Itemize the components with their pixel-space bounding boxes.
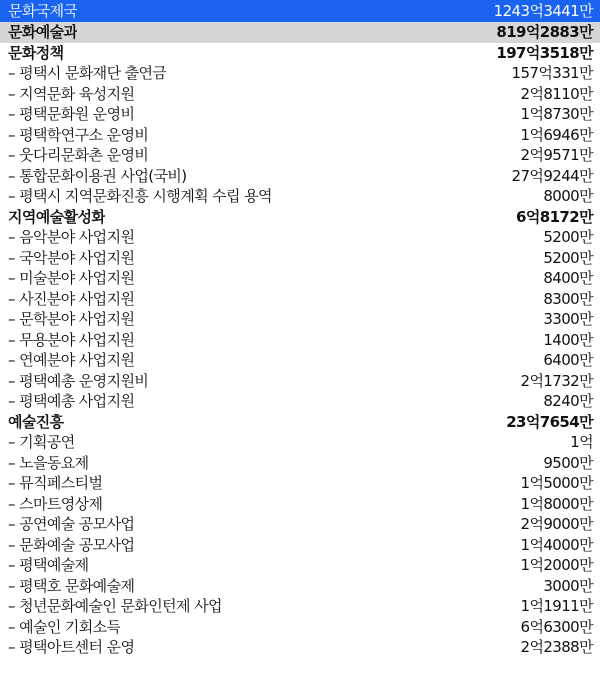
line-item-row bbox=[0, 350, 600, 371]
row-amount: 8240만 bbox=[543, 392, 593, 410]
line-item-row bbox=[0, 84, 600, 105]
line-item-row bbox=[0, 145, 600, 166]
row-amount: 2억1732만 bbox=[520, 371, 593, 390]
row-label: – 평택예총 운영지원비 bbox=[8, 371, 149, 390]
row-label: – 음악분야 사업지원 bbox=[8, 228, 135, 246]
line-item-row bbox=[0, 371, 600, 392]
row-label: – 평택학연구소 운영비 bbox=[8, 125, 149, 144]
row-amount: 1억2000만 bbox=[520, 556, 593, 574]
row-amount: 6400만 bbox=[543, 351, 593, 369]
division-row bbox=[0, 22, 600, 43]
row-amount: 5200만 bbox=[543, 228, 593, 246]
category-row bbox=[0, 43, 600, 64]
row-amount: 1억8730만 bbox=[520, 105, 593, 123]
line-item-row bbox=[0, 432, 600, 453]
row-amount: 9500만 bbox=[543, 453, 593, 472]
row-amount: 1억 bbox=[570, 433, 593, 451]
row-amount: 1억4000만 bbox=[520, 535, 593, 554]
row-amount: 2억9571만 bbox=[520, 146, 593, 164]
line-item-row bbox=[0, 637, 600, 658]
line-item-row bbox=[0, 535, 600, 556]
line-item-row bbox=[0, 576, 600, 597]
row-label: – 평택호 문화예술제 bbox=[8, 576, 135, 595]
line-item-row bbox=[0, 125, 600, 146]
row-label: – 평택예술제 bbox=[8, 556, 89, 574]
row-amount: 8000만 bbox=[543, 187, 593, 205]
row-amount: 2억9000만 bbox=[520, 515, 593, 533]
category-row bbox=[0, 412, 600, 433]
row-amount: 1억8000만 bbox=[520, 494, 593, 513]
line-item-row bbox=[0, 186, 600, 207]
row-label: – 연예분야 사업지원 bbox=[8, 351, 135, 369]
line-item-row bbox=[0, 494, 600, 515]
row-amount: 2억2388만 bbox=[520, 638, 593, 656]
row-label: – 웃다리문화촌 운영비 bbox=[8, 146, 149, 164]
row-label: – 무용분야 사업지원 bbox=[8, 330, 135, 349]
row-label: – 평택아트센터 운영 bbox=[8, 638, 135, 656]
row-amount: 1243억3441만 bbox=[493, 2, 593, 20]
line-item-row bbox=[0, 596, 600, 617]
row-label: – 문화예술 공모사업 bbox=[8, 535, 135, 554]
row-label: – 지역문화 육성지원 bbox=[8, 84, 135, 103]
row-amount: 3000만 bbox=[543, 576, 593, 595]
row-label: 문화국제국 bbox=[8, 2, 78, 20]
row-label: – 평택시 지역문화진흥 시행계획 수립 용역 bbox=[8, 187, 272, 205]
row-amount: 2억8110만 bbox=[520, 84, 593, 103]
line-item-row bbox=[0, 248, 600, 269]
line-item-row bbox=[0, 473, 600, 494]
department-header-row bbox=[0, 0, 600, 22]
row-amount: 27억9244만 bbox=[511, 166, 593, 185]
row-label: 문화예술과 bbox=[8, 23, 78, 41]
row-amount: 6억6300만 bbox=[520, 617, 593, 636]
row-amount: 1억6946만 bbox=[520, 125, 593, 144]
row-amount: 819억2883만 bbox=[496, 23, 593, 41]
line-item-row bbox=[0, 104, 600, 125]
row-amount: 6억8172만 bbox=[516, 207, 593, 226]
row-label: – 공연예술 공모사업 bbox=[8, 515, 135, 533]
row-label: – 예술인 기회소득 bbox=[8, 617, 121, 636]
row-label: – 평택문화원 운영비 bbox=[8, 105, 135, 123]
line-item-row bbox=[0, 555, 600, 576]
row-amount: 5200만 bbox=[543, 248, 593, 267]
row-label: 예술진흥 bbox=[8, 412, 64, 431]
line-item-row bbox=[0, 453, 600, 474]
row-label: – 미술분야 사업지원 bbox=[8, 269, 135, 287]
category-row bbox=[0, 207, 600, 228]
row-amount: 23억7654만 bbox=[506, 412, 593, 431]
row-label: 문화정책 bbox=[8, 43, 64, 62]
row-label: – 기획공연 bbox=[8, 433, 75, 451]
row-label: – 사진분야 사업지원 bbox=[8, 289, 135, 308]
row-label: – 스마트영상제 bbox=[8, 494, 103, 513]
row-amount: 1억5000만 bbox=[520, 474, 593, 492]
line-item-row bbox=[0, 391, 600, 412]
row-label: – 국악분야 사업지원 bbox=[8, 248, 135, 267]
line-item-row bbox=[0, 227, 600, 248]
row-label: – 청년문화예술인 문화인턴제 사업 bbox=[8, 597, 222, 615]
line-item-row bbox=[0, 309, 600, 330]
row-label: – 통합문화이용권 사업(국비) bbox=[8, 166, 187, 185]
line-item-row bbox=[0, 63, 600, 84]
row-label: – 문학분야 사업지원 bbox=[8, 310, 135, 328]
row-label: – 뮤직페스티벌 bbox=[8, 474, 103, 492]
row-label: 지역예술활성화 bbox=[8, 207, 106, 226]
line-item-row bbox=[0, 514, 600, 535]
row-amount: 197억3518만 bbox=[496, 43, 593, 62]
row-amount: 1억1911만 bbox=[520, 597, 593, 615]
line-item-row bbox=[0, 268, 600, 289]
line-item-row bbox=[0, 166, 600, 187]
row-label: – 평택예총 사업지원 bbox=[8, 392, 135, 410]
line-item-row bbox=[0, 289, 600, 310]
row-amount: 3300만 bbox=[543, 310, 593, 328]
row-amount: 157억331만 bbox=[511, 64, 593, 82]
row-label: – 평택시 문화재단 출연금 bbox=[8, 64, 167, 82]
row-label: – 노을동요제 bbox=[8, 453, 89, 472]
row-amount: 8400만 bbox=[543, 269, 593, 287]
line-item-row bbox=[0, 330, 600, 351]
row-amount: 8300만 bbox=[543, 289, 593, 308]
row-amount: 1400만 bbox=[543, 330, 593, 349]
line-item-row bbox=[0, 617, 600, 638]
